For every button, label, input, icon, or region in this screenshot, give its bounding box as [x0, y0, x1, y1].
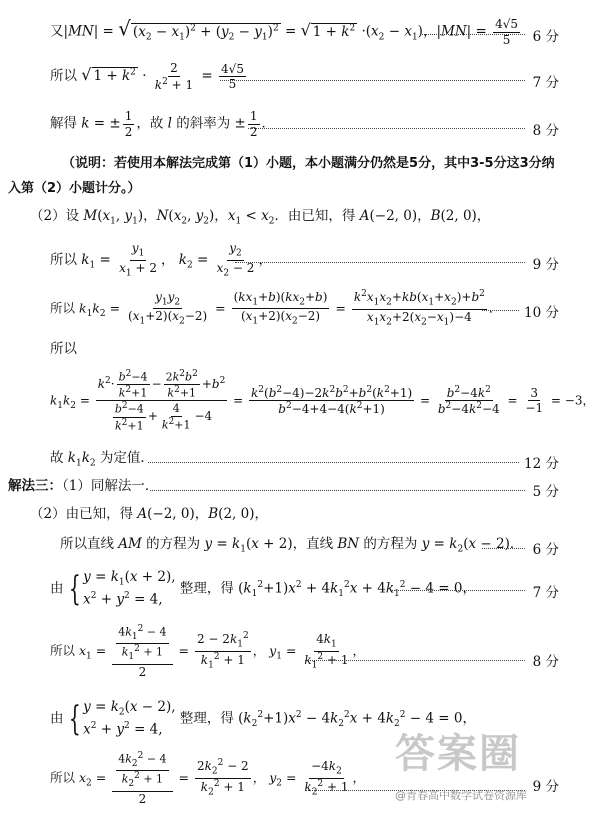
leader-dots	[305, 660, 525, 661]
leader-dots	[220, 80, 525, 81]
line-constant: 故 $k_1k_2$ 为定值．	[50, 450, 154, 469]
leader-dots	[248, 128, 525, 129]
note-line-2: 入第（2）小题计分。）	[8, 181, 141, 196]
method3-label: 解法三：	[8, 478, 62, 494]
method3-part1: （1）同解法一．	[62, 478, 159, 494]
line-method3-part2: （2）由已知，得 A(−2, 0)，B(2, 0)，	[30, 506, 268, 522]
score-7: 7 分	[532, 75, 559, 91]
score-6: 6 分	[532, 29, 559, 45]
score-5: 5 分	[532, 484, 559, 500]
leader-dots	[150, 490, 525, 491]
line-solve-k: 解得 k = ± $\frac{1}{2}$ ，故 l 的斜率为 ± $\frac{1}{2}$ ．	[50, 109, 276, 139]
line-mn-length: 又|MN| = √ $(x_2 - x_1)^2 + (y_2 - y_1)^2$ = √ $1 + k^2 \cdot(x_2 - x_1)$，|MN| = $\frac{4√5}{5}$	[50, 16, 519, 47]
line-k1k2-product: 所以 $k_1k_2$ = $\frac{y_1y_2}{(x_1+2)(x_2-2)}$ = $\frac{(kx_1+b)(kx_2+b)}{(x_1+2)(x_2-2)}$ = $\frac{k^2x_1x_2+kb(x_1+x_2)+b^2}{x_1x_2+2(x_2-x_1)-4}$ ．	[50, 289, 502, 328]
score-9: 9 分	[532, 257, 559, 273]
score-8: 8 分	[532, 123, 559, 139]
line-therefore: 所以	[50, 341, 77, 357]
score-12: 12 分	[524, 456, 559, 472]
leader-dots	[482, 548, 525, 549]
line-method3	[8, 480, 158, 494]
leader-dots	[420, 34, 525, 35]
score-8b: 8 分	[532, 654, 559, 670]
score-9b: 9 分	[532, 779, 559, 795]
leader-dots	[235, 262, 525, 263]
score-10: 10 分	[524, 305, 559, 321]
score-6b: 6 分	[532, 542, 559, 558]
line-system-1: 由 { $y = k_1(x + 2)$, $x^2 + y^2 = 4$, 整理，得 $(k_1^2+1)x^2 + 4k_1^2x + 4k_1^2 - 4 = 0$，	[50, 568, 476, 609]
note-line-1: （说明：若使用本解法完成第（1）小题，本小题满分仍然是5分，其中3-5分这3分纳	[62, 156, 555, 171]
line-k1-k2: 所以 $k_1$ = $\frac{y_1}{x_1 + 2}$ ， $k_2$ = $\frac{y_2}{x_2 - 2}$ ，	[50, 241, 272, 279]
line-k1k2-evaluate: $k_1k_2$ = $k^2\cdot$ $\frac{b^2-4}{k^2+1}$ − $\frac{2k^2b^2}{k^2+1}$ $+b^2$ $\frac{b^2-4}{k^2+1}$ + $\frac{4}{k^2+1}$ −4 = $\frac{k^2(b^2-4)-2k^2b^2+b^2(k^2+1)}{b^2-4+4-4(k^2+1)}$ = $\frac{b^2-4k^2}{b^2-4k^2-4}$ = $\frac{3}{-1}$ = −3，	[50, 369, 594, 433]
line-equation-k: 所以 √ $1 + k^2$ · $\frac{2}{k^2 + 1}$ = $\frac{4√5}{5}$	[50, 61, 244, 92]
line-x2-y2: 所以 $x_2$ = $\frac{\frac{4k_2^2 - 4}{k_2^2 + 1}}{2}$ = $\frac{2k_2^2 - 2}{k_2^2 + 1}$ ， $y_2$ = $\frac{-4k_2}{k_2^2 + 1}$ ，	[50, 751, 365, 806]
leader-dots	[482, 310, 519, 311]
line-lines-am-bn: 所以直线 AM 的方程为 $y = k_1(x + 2)$，直线 BN 的方程为 $y = k_2(x - 2)$．	[60, 536, 524, 555]
line-x1-y1: 所以 $x_1$ = $\frac{\frac{4k_1^2 - 4}{k_1^2 + 1}}{2}$ = $\frac{2 - 2k_1^2}{k_1^2 + 1}$ ， $y_1$ = $\frac{4k_1}{k_1^2 + 1}$ ，	[50, 624, 365, 679]
line-part2-setup: （2）设 $M(x_1$, $y_1$)，$N(x_2$, $y_2$)，$x_1 < x_2$．由已知，得 A(−2, 0)，B(2, 0)，	[30, 208, 491, 227]
watermark-stamp: 答案圈	[395, 731, 521, 777]
leader-dots	[148, 462, 519, 463]
score-7b: 7 分	[532, 585, 559, 601]
watermark-caption: @青春高中数学试卷资源库	[395, 789, 527, 802]
line-system-2: 由 { $y = k_2(x - 2)$, $x^2 + y^2 = 4$, 整理，得 $(k_2^2+1)x^2 - 4k_2^2x + 4k_2^2 - 4 = 0$，	[50, 698, 476, 739]
leader-dots	[392, 590, 525, 591]
